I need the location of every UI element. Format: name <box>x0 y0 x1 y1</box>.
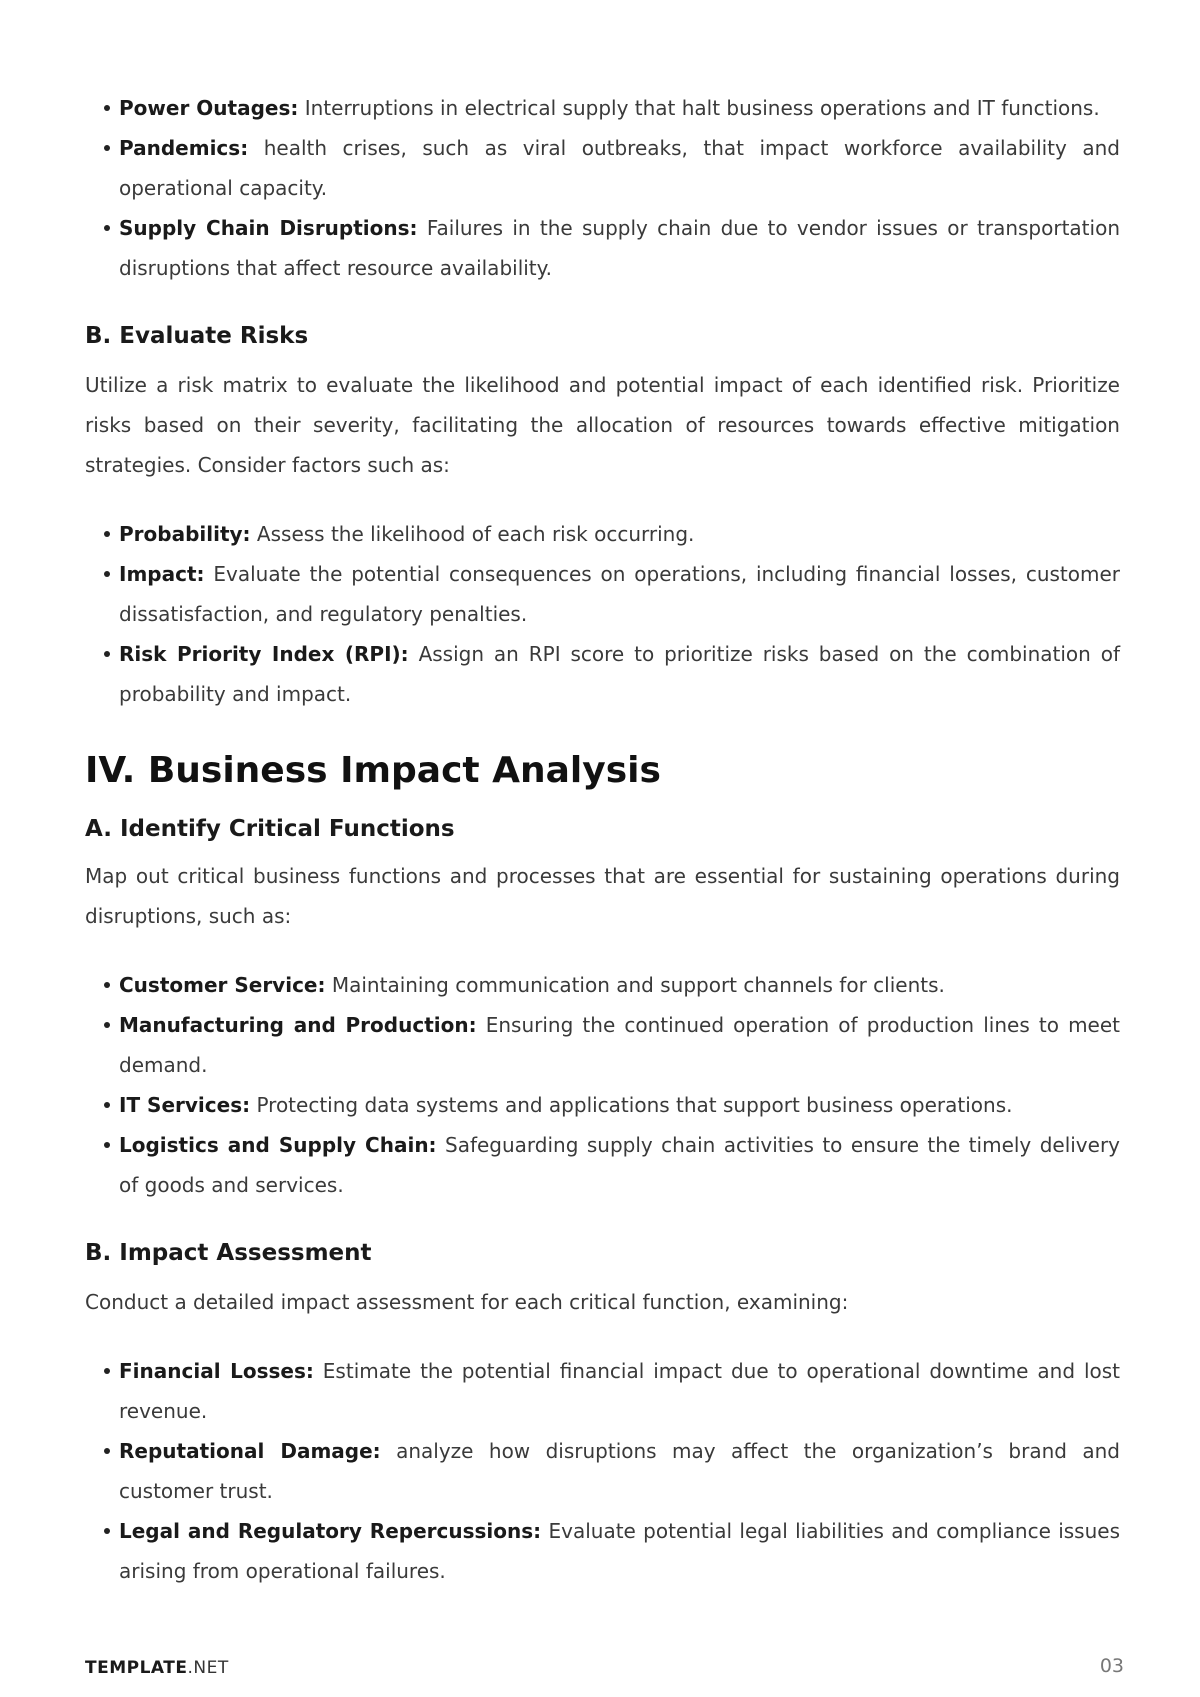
document-page <box>85 88 1120 1591</box>
brand-logo <box>85 1658 229 1678</box>
brand-suffix: .NET <box>187 1658 229 1678</box>
list-item-desc: analyze how disruptions may affect the organization’s brand and customer trust. <box>119 1439 1120 1503</box>
list-item-term: Power Outages: <box>119 96 299 120</box>
list-item <box>119 634 1120 714</box>
list-item-term: Pandemics: <box>119 136 249 160</box>
list-item-desc: Evaluate potential legal liabilities and compliance issues arising from operational failures. <box>119 1519 1121 1583</box>
list-item-desc: Estimate the potential financial impact due to operational downtime and lost revenue. <box>119 1359 1121 1423</box>
list-item <box>119 1005 1120 1085</box>
critical-functions-list <box>85 965 1120 1205</box>
evaluate-risks-heading: B. Evaluate Risks <box>85 323 309 349</box>
list-item-desc: Maintaining communication and support channels for clients. <box>331 973 945 997</box>
list-item <box>119 1125 1120 1205</box>
list-item-term: Logistics and Supply Chain: <box>119 1133 437 1157</box>
list-item-term: Supply Chain Disruptions: <box>119 216 418 240</box>
list-item-desc: Safeguarding supply chain activities to ensure the timely delivery of goods and services. <box>119 1133 1120 1197</box>
list-item-desc: Interruptions in electrical supply that halt business operations and IT functions. <box>304 96 1100 120</box>
impact-assessment-list <box>85 1351 1120 1591</box>
list-item-desc: Protecting data systems and applications that support business operations. <box>256 1093 1013 1117</box>
brand-name: TEMPLATE <box>85 1658 188 1678</box>
list-item-term: Probability: <box>119 522 251 546</box>
list-item-desc: Evaluate the potential consequences on operations, including financial losses, customer dissatisfaction, and regulatory penalties. <box>119 562 1120 626</box>
list-item-term: Reputational Damage: <box>119 1439 381 1463</box>
impact-assessment-intro: Conduct a detailed impact assessment for each critical function, examining: <box>85 1290 849 1314</box>
list-item <box>119 965 1120 1005</box>
list-item-term: IT Services: <box>119 1093 251 1117</box>
list-item-desc: health crises, such as viral outbreaks, that impact workforce availability and operational capacity. <box>119 136 1120 200</box>
list-item-term: Legal and Regulatory Repercussions: <box>119 1519 542 1543</box>
threat-list <box>85 88 1120 288</box>
list-item <box>119 208 1120 288</box>
list-item-desc: Ensuring the continued operation of production lines to meet demand. <box>119 1013 1121 1077</box>
list-item <box>119 1351 1120 1431</box>
list-item <box>119 128 1120 208</box>
section-title: IV. Business Impact Analysis <box>85 750 661 791</box>
evaluate-risks-list <box>85 514 1120 714</box>
list-item-term: Risk Priority Index (RPI): <box>119 642 409 666</box>
list-item <box>119 1431 1120 1511</box>
critical-functions-intro: Map out critical business functions and processes that are essential for sustaining operations during disruptions, such as: <box>85 864 1120 928</box>
evaluate-risks-intro: Utilize a risk matrix to evaluate the likelihood and potential impact of each identified risk. Prioritize risks based on their severity, facilitating the allocation of resources towards effective mitigation strategies. Consider factors such as: <box>85 373 1120 477</box>
list-item <box>119 554 1120 634</box>
list-item-desc: Failures in the supply chain due to vendor issues or transportation disruptions that affect resource availability. <box>119 216 1120 280</box>
list-item-term: Financial Losses: <box>119 1359 314 1383</box>
list-item-term: Impact: <box>119 562 205 586</box>
list-item-term: Customer Service: <box>119 973 326 997</box>
list-item-term: Manufacturing and Production: <box>119 1013 477 1037</box>
critical-functions-heading: A. Identify Critical Functions <box>85 816 455 842</box>
list-item-desc: Assess the likelihood of each risk occurring. <box>256 522 695 546</box>
list-item <box>119 1085 1120 1125</box>
impact-assessment-heading: B. Impact Assessment <box>85 1240 372 1266</box>
page-number: 03 <box>1099 1655 1124 1677</box>
list-item <box>119 1511 1120 1591</box>
list-item-desc: Assign an RPI score to prioritize risks based on the combination of probability and impact. <box>119 642 1120 706</box>
list-item <box>119 514 1120 554</box>
list-item <box>119 88 1120 128</box>
